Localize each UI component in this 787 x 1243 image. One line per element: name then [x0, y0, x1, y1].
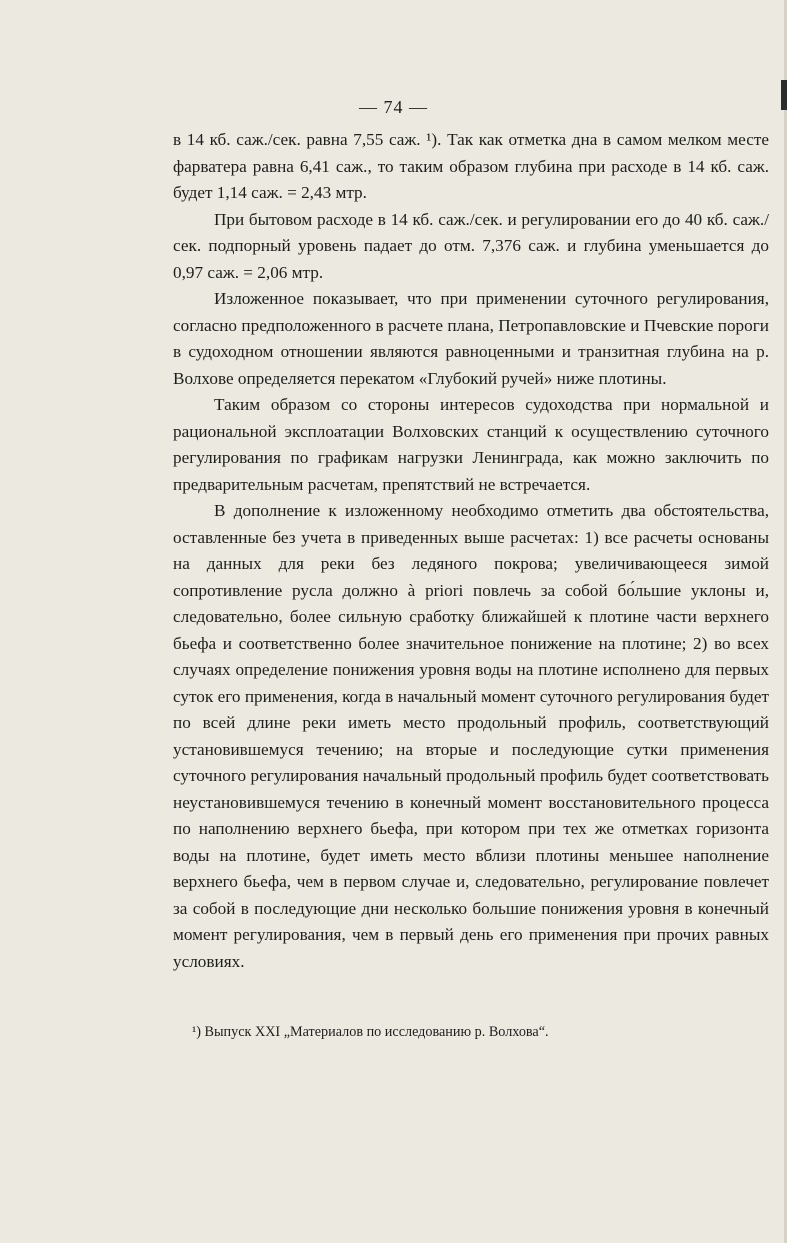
paragraph-additional-circumstances: В дополнение к изложенному необходимо отметить два обстоятельства, оставленные без учета в приведенных выше расчетах: 1) все расчеты основаны на данных для реки без ледяного покрова; увеличивающееся зимой сопротивление русла должно à priori повлечь за собой бо́льшие уклоны и, следовательно, более сильную сработку ближайшей к плотине части верхнего бьефа и соответственно более значительное понижение на плотине; 2) во всех случаях определение понижения уровня воды на плотине исполнено для первых суток его применения, когда в начальный момент суточного регулирования будет по всей длине реки иметь место продольный профиль, соответствующий установившемуся течению; на вторые и последующие сутки применения суточного регулирования начальный продольный профиль будет соответствовать неустановившемуся течению в конечный момент восстановительного процесса по наполнению верхнего бьефа, при котором при тех же отметках горизонта воды на плотине, будет иметь место вблизи плотины меньшее наполнение верхнего бьефа, чем в первом случае и, следовательно, регулирование повлечет за собой в последующие дни несколько большие понижения уровня в конечный момент регулирования, чем в первый день его применения при прочих равных условиях.: [173, 501, 769, 971]
paragraph-regulation-depth: При бытовом расходе в 14 кб. саж./сек. и регулировании его до 40 кб. саж./сек. подпорный уровень падает до отм. 7,376 саж. и глубина уменьшается до 0,97 саж. = 2,06 мтр.: [173, 209, 769, 282]
page-number: — 74 —: [359, 97, 428, 117]
paragraph-continuation: в 14 кб. саж./сек. равна 7,55 саж. ¹). Так как отметка дна в самом мелком месте фарватера равна 6,41 саж., то таким образом глубина при расходе в 14 кб. саж. будет 1,14 саж. = 2,43 мтр.: [173, 130, 769, 202]
paragraph-rapids-conclusion: Изложенное показывает, что при применении суточного регулирования, согласно предположенного в расчете плана, Петропавловские и Пчевские пороги в судоходном отношении являются равноценными и транзитная глубина на р. Волхове определяется перекатом «Глубокий ручей» ниже плотины.: [173, 289, 769, 388]
body-text: [173, 127, 769, 975]
footnote: ¹) Выпуск XXI „Материалов по исследованию р. Волхова“.: [192, 1024, 549, 1040]
paragraph-navigation-interests: Таким образом со стороны интересов судоходства при нормальной и рациональной эксплоатации Волховских станций к осуществлению суточного регулирования по графикам нагрузки Ленинграда, как можно заключить по предварительным расчетам, препятствий не встречается.: [173, 395, 769, 494]
